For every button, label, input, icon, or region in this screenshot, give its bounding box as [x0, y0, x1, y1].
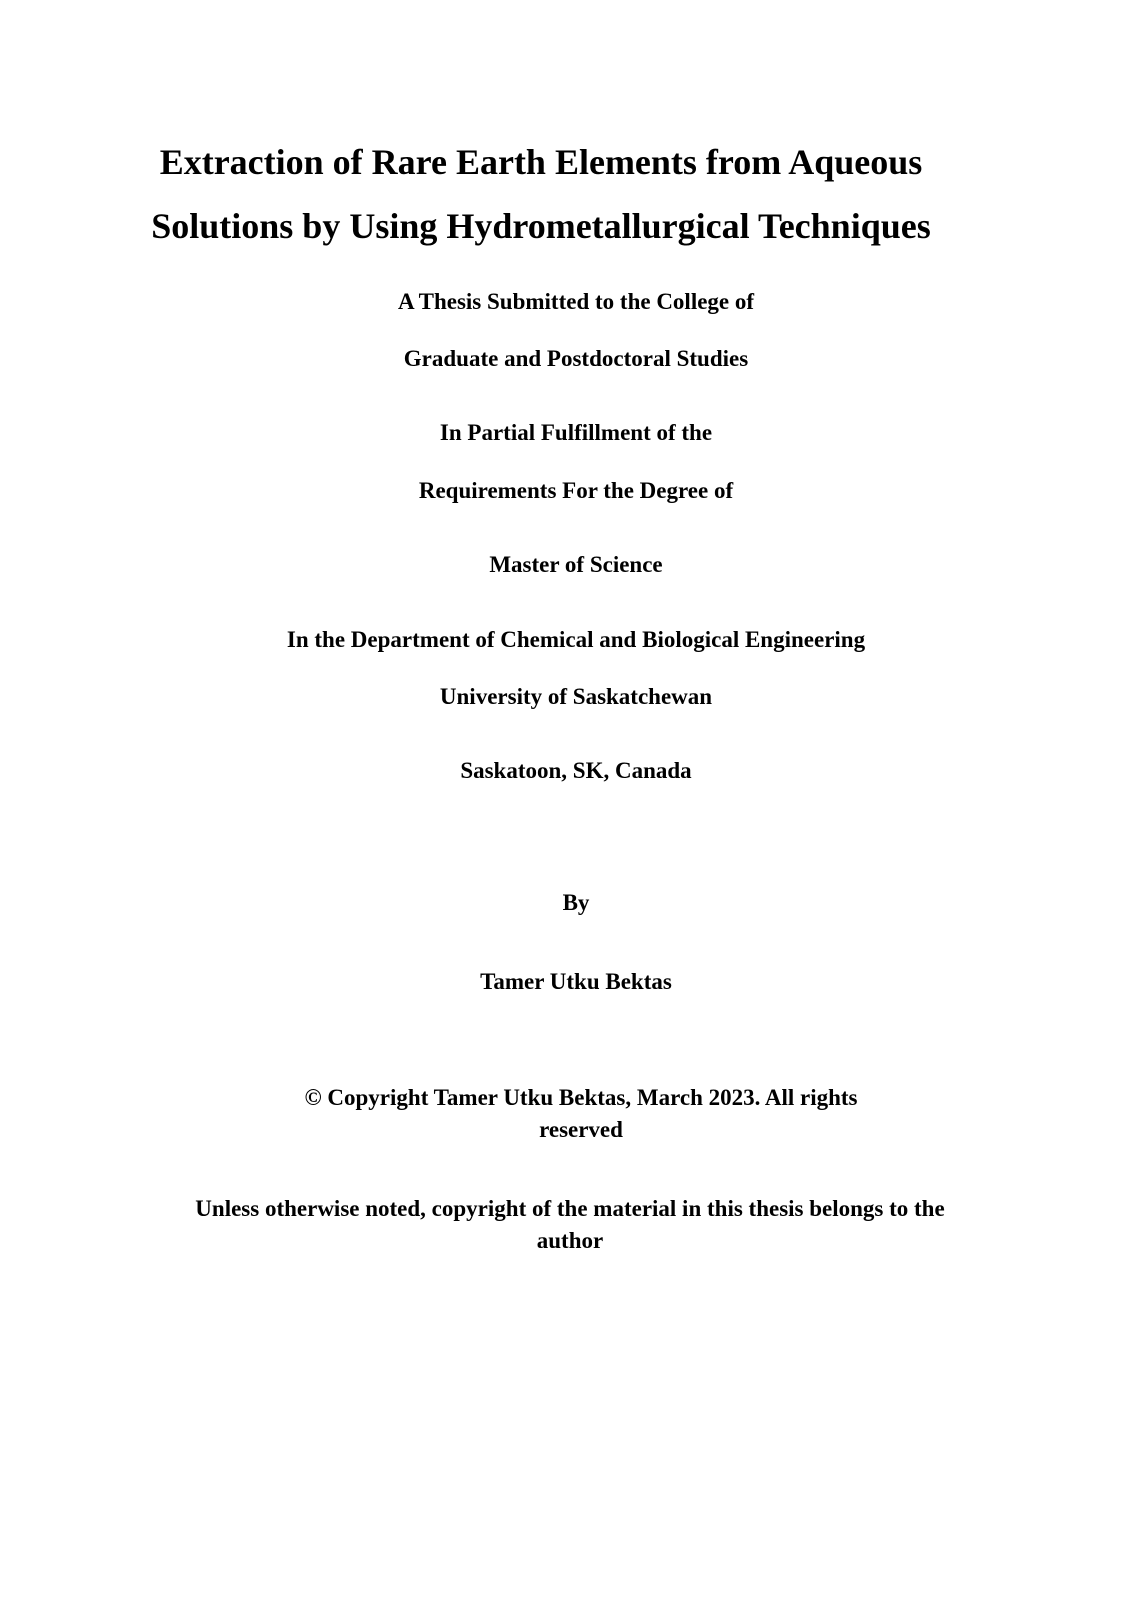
fulfillment-line-2: Requirements For the Degree of [418, 478, 734, 503]
location: Saskatoon, SK, Canada [460, 758, 692, 783]
copyright-notice: © Copyright Tamer Utku Bektas, March 2023. All rights reserved [304, 1085, 858, 1142]
fulfillment-line-1: In Partial Fulfillment of the [439, 420, 713, 445]
thesis-title-line-2: Solutions by Using Hydrometallurgical Techniques [151, 206, 931, 246]
degree-name: Master of Science [489, 552, 663, 577]
copyright-ownership: Unless otherwise noted, copyright of the material in this thesis belongs to the author [195, 1196, 945, 1253]
author-name: Tamer Utku Bektas [480, 969, 672, 994]
department-name: In the Department of Chemical and Biological Engineering [286, 627, 866, 652]
thesis-title-line-1: Extraction of Rare Earth Elements from Aqueous [159, 142, 923, 182]
submission-line-1: A Thesis Submitted to the College of [397, 289, 755, 314]
by-label: By [562, 890, 590, 915]
university-name: University of Saskatchewan [439, 684, 713, 709]
submission-line-2: Graduate and Postdoctoral Studies [403, 346, 749, 371]
